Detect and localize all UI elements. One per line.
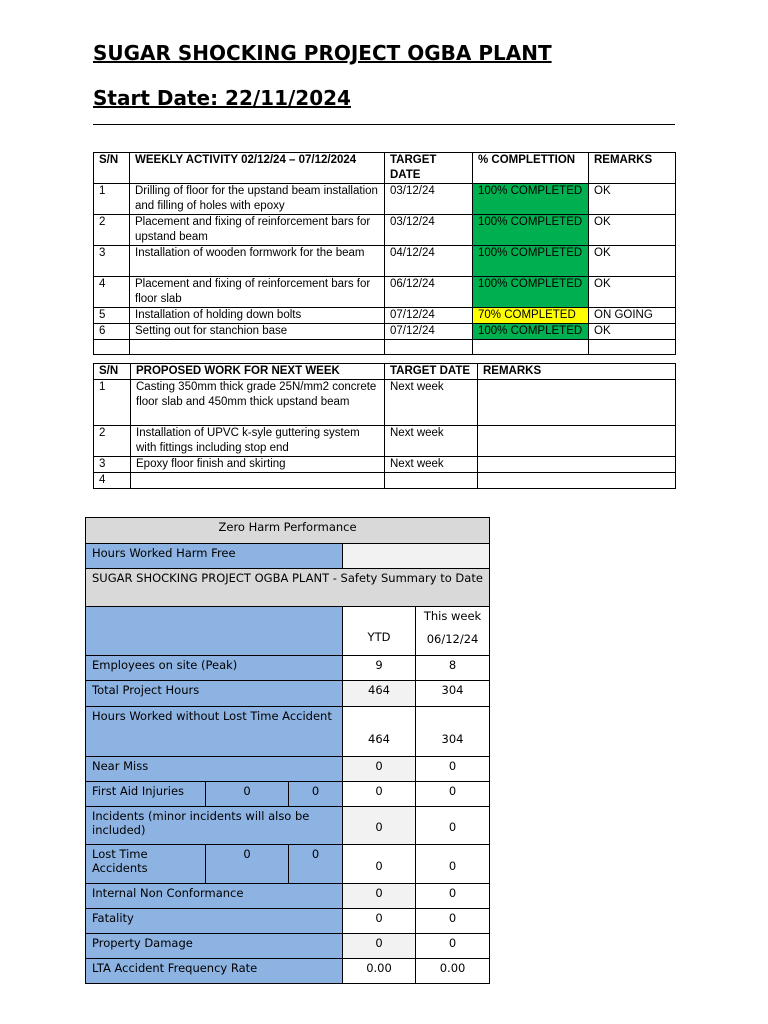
document-title: SUGAR SHOCKING PROJECT OGBA PLANT xyxy=(93,41,552,65)
ytd-label: YTD xyxy=(367,630,391,644)
target-date-cell: Next week xyxy=(385,426,478,457)
sn-cell: 1 xyxy=(94,184,130,215)
proposed-work-cell xyxy=(131,473,385,489)
target-date-cell: 04/12/24 xyxy=(385,246,473,277)
proposed-work-cell: Epoxy floor finish and skirting xyxy=(131,457,385,473)
activity-cell: Setting out for stanchion base xyxy=(130,324,385,340)
safety-label: Property Damage xyxy=(86,934,343,959)
completion-cell: 100% COMPLETED xyxy=(473,324,589,340)
header-completion: % COMPLETTION xyxy=(473,153,589,184)
remarks-cell: OK xyxy=(589,215,676,246)
table-row xyxy=(94,340,676,355)
this-week-value: 304 xyxy=(416,707,490,757)
completion-cell: 70% COMPLETED xyxy=(473,308,589,324)
sn-cell: 6 xyxy=(94,324,130,340)
target-date-cell xyxy=(385,473,478,489)
header-sn: S/N xyxy=(94,364,131,380)
ytd-value: 0.00 xyxy=(343,959,416,984)
target-date-cell: 06/12/24 xyxy=(385,277,473,308)
ytd-header xyxy=(343,607,416,656)
sn-cell: 3 xyxy=(94,246,130,277)
ytd-value: 0 xyxy=(343,782,416,807)
table-row xyxy=(94,457,676,473)
zero-harm-title: Zero Harm Performance xyxy=(86,518,490,544)
this-week-header xyxy=(416,607,490,656)
hours-worked-harm-free-value xyxy=(343,544,490,569)
header-proposed-work: PROPOSED WORK FOR NEXT WEEK xyxy=(131,364,385,380)
sn-cell: 4 xyxy=(94,277,130,308)
remarks-cell: OK xyxy=(589,246,676,277)
safety-row-lost-time-accidents xyxy=(86,845,490,884)
remarks-cell xyxy=(478,473,676,489)
safety-sub-value: 0 xyxy=(206,782,289,807)
safety-label: LTA Accident Frequency Rate xyxy=(86,959,343,984)
table-row xyxy=(94,215,676,246)
remarks-cell: OK xyxy=(589,324,676,340)
safety-summary-title: SUGAR SHOCKING PROJECT OGBA PLANT - Safety Summary to Date xyxy=(86,569,490,607)
table-row xyxy=(94,380,676,426)
ytd-value: 9 xyxy=(343,656,416,681)
safety-label: Near Miss xyxy=(86,757,343,782)
safety-sub-value: 0 xyxy=(289,845,343,884)
completion-cell: 100% COMPLETED xyxy=(473,277,589,308)
remarks-cell: OK xyxy=(589,277,676,308)
ytd-value: 0 xyxy=(343,909,416,934)
remarks-cell xyxy=(589,340,676,355)
header-remarks: REMARKS xyxy=(589,153,676,184)
safety-sub-value: 0 xyxy=(206,845,289,884)
weekly-header-row xyxy=(94,153,676,184)
safety-row-internal-non-conformance xyxy=(86,884,490,909)
activity-cell xyxy=(130,340,385,355)
header-target-date: TARGET DATE xyxy=(385,364,478,380)
table-row xyxy=(94,308,676,324)
activity-cell: Installation of holding down bolts xyxy=(130,308,385,324)
this-week-value: 0 xyxy=(416,807,490,845)
this-week-value: 0.00 xyxy=(416,959,490,984)
ytd-value: 0 xyxy=(343,845,416,884)
safety-label: Hours Worked without Lost Time Accident xyxy=(86,707,343,757)
weekly-activity-table xyxy=(93,152,676,355)
this-week-value: 0 xyxy=(416,757,490,782)
sn-cell xyxy=(94,340,130,355)
safety-row-employees-on-site-peak xyxy=(86,656,490,681)
sn-cell: 4 xyxy=(94,473,131,489)
ytd-value: 464 xyxy=(343,707,416,757)
safety-row-near-miss xyxy=(86,757,490,782)
start-date: Start Date: 22/11/2024 xyxy=(93,86,351,110)
this-week-label: This week xyxy=(423,609,482,623)
activity-cell: Placement and fixing of reinforcement bars for upstand beam xyxy=(130,215,385,246)
table-row xyxy=(94,246,676,277)
proposed-work-cell: Installation of UPVC k-syle guttering system with fittings including stop end xyxy=(131,426,385,457)
activity-cell: Placement and fixing of reinforcement bars for floor slab xyxy=(130,277,385,308)
target-date-cell: 03/12/24 xyxy=(385,215,473,246)
table-row xyxy=(94,277,676,308)
activity-cell: Installation of wooden formwork for the beam xyxy=(130,246,385,277)
target-date-cell xyxy=(385,340,473,355)
remarks-cell xyxy=(478,426,676,457)
target-date-cell: 03/12/24 xyxy=(385,184,473,215)
ytd-value: 0 xyxy=(343,934,416,959)
header-sn: S/N xyxy=(94,153,130,184)
this-week-date: 06/12/24 xyxy=(426,632,479,646)
activity-cell: Drilling of floor for the upstand beam installation and filling of holes with epoxy xyxy=(130,184,385,215)
completion-cell xyxy=(473,340,589,355)
this-week-value: 0 xyxy=(416,845,490,884)
completion-cell: 100% COMPLETED xyxy=(473,215,589,246)
safety-label: Incidents (minor incidents will also be included) xyxy=(86,807,343,845)
safety-sub-value: 0 xyxy=(289,782,343,807)
remarks-cell xyxy=(478,380,676,426)
proposed-work-table xyxy=(93,363,676,489)
safety-label: Internal Non Conformance xyxy=(86,884,343,909)
table-row xyxy=(94,426,676,457)
header-weekly-activity: WEEKLY ACTIVITY 02/12/24 – 07/12/2024 xyxy=(130,153,385,184)
safety-row-total-project-hours xyxy=(86,681,490,707)
this-week-value: 0 xyxy=(416,884,490,909)
ytd-value: 0 xyxy=(343,884,416,909)
proposed-work-cell: Casting 350mm thick grade 25N/mm2 concrete floor slab and 450mm thick upstand beam xyxy=(131,380,385,426)
remarks-cell xyxy=(478,457,676,473)
safety-label: Lost Time Accidents xyxy=(86,845,206,884)
zero-harm-table xyxy=(85,517,490,984)
completion-cell: 100% COMPLETED xyxy=(473,246,589,277)
this-week-value: 304 xyxy=(416,681,490,707)
divider-line xyxy=(93,124,675,125)
target-date-cell: Next week xyxy=(385,380,478,426)
safety-label: Fatality xyxy=(86,909,343,934)
header-remarks: REMARKS xyxy=(478,364,676,380)
safety-row-hours-worked-without-lost xyxy=(86,707,490,757)
proposed-header-row xyxy=(94,364,676,380)
sn-cell: 5 xyxy=(94,308,130,324)
safety-label: Total Project Hours xyxy=(86,681,343,707)
this-week-value: 0 xyxy=(416,782,490,807)
safety-row-lta-accident-frequency-rate xyxy=(86,959,490,984)
safety-row-first-aid-injuries xyxy=(86,782,490,807)
this-week-value: 0 xyxy=(416,909,490,934)
table-row xyxy=(94,184,676,215)
remarks-cell: ON GOING xyxy=(589,308,676,324)
sn-cell: 3 xyxy=(94,457,131,473)
this-week-value: 8 xyxy=(416,656,490,681)
summary-header-blank xyxy=(86,607,343,656)
hours-worked-harm-free-label: Hours Worked Harm Free xyxy=(86,544,343,569)
sn-cell: 2 xyxy=(94,426,131,457)
safety-row-property-damage xyxy=(86,934,490,959)
ytd-value: 0 xyxy=(343,807,416,845)
ytd-value: 0 xyxy=(343,757,416,782)
target-date-cell: Next week xyxy=(385,457,478,473)
target-date-cell: 07/12/24 xyxy=(385,324,473,340)
ytd-value: 464 xyxy=(343,681,416,707)
target-date-cell: 07/12/24 xyxy=(385,308,473,324)
this-week-value: 0 xyxy=(416,934,490,959)
header-target-date: TARGET DATE xyxy=(385,153,473,184)
completion-cell: 100% COMPLETED xyxy=(473,184,589,215)
safety-row-incidents-minor-incidents-will xyxy=(86,807,490,845)
sn-cell: 1 xyxy=(94,380,131,426)
safety-label: Employees on site (Peak) xyxy=(86,656,343,681)
table-row xyxy=(94,473,676,489)
safety-row-fatality xyxy=(86,909,490,934)
safety-label: First Aid Injuries xyxy=(86,782,206,807)
remarks-cell: OK xyxy=(589,184,676,215)
table-row xyxy=(94,324,676,340)
sn-cell: 2 xyxy=(94,215,130,246)
